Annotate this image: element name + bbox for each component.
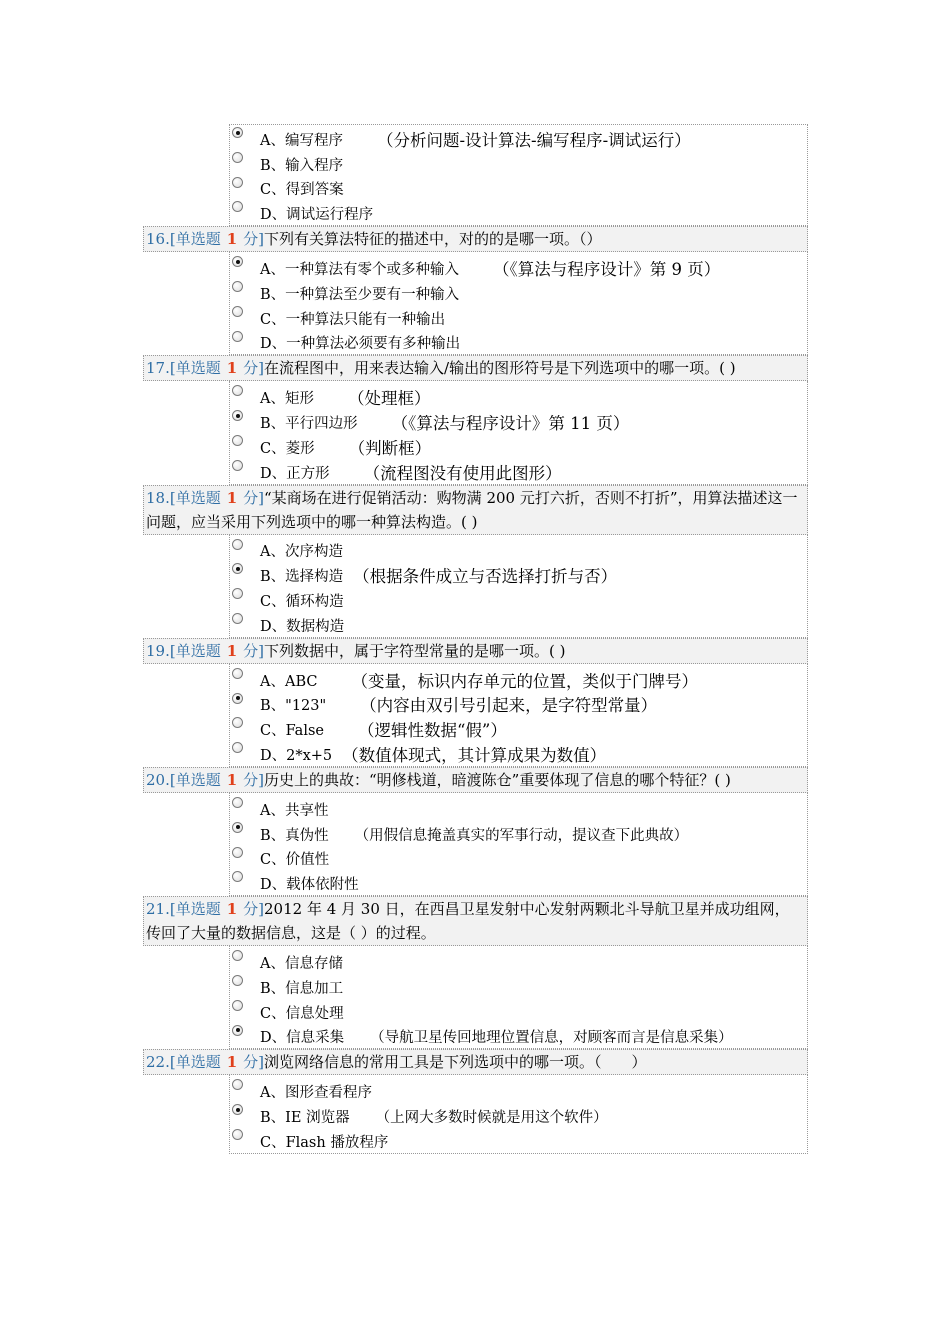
radio-checked-icon[interactable] [232, 1025, 243, 1036]
option-label: A、次序构造 [260, 544, 343, 561]
question-type: [单选题 [169, 1053, 221, 1072]
option-row[interactable] [230, 1077, 807, 1102]
option-row[interactable] [230, 433, 807, 458]
option-row[interactable] [230, 845, 807, 870]
option-row[interactable] [230, 199, 807, 224]
question-header [143, 355, 808, 381]
radio-checked-icon[interactable] [232, 693, 243, 704]
option-row[interactable] [230, 869, 807, 894]
question-text: 历史上的典故：“明修栈道，暗渡陈仓”重要体现了信息的哪个特征？( ) [264, 770, 731, 789]
question-points: 1 [226, 770, 238, 789]
options-list [229, 124, 808, 226]
option-row[interactable] [230, 998, 807, 1023]
option-label: A、共享性 [260, 802, 329, 819]
question-number: 18. [146, 488, 170, 507]
option-label: C、信息处理 [260, 1005, 344, 1022]
radio-checked-icon[interactable] [232, 256, 243, 267]
option-note: （处理框） [347, 389, 431, 409]
radio-unchecked-icon[interactable] [232, 588, 243, 599]
option-row[interactable] [230, 666, 807, 691]
question-type: [单选题 [169, 230, 221, 249]
radio-checked-icon[interactable] [232, 127, 243, 138]
question-number: 21. [146, 900, 170, 919]
radio-unchecked-icon[interactable] [232, 668, 243, 679]
option-row[interactable] [230, 586, 807, 611]
option-row[interactable] [230, 611, 807, 636]
radio-unchecked-icon[interactable] [232, 1079, 243, 1090]
radio-unchecked-icon[interactable] [232, 871, 243, 882]
option-row[interactable] [230, 304, 807, 329]
question-block [143, 355, 808, 484]
option-note: （流程图没有使用此图形） [363, 463, 562, 483]
radio-unchecked-icon[interactable] [232, 1129, 243, 1140]
radio-unchecked-icon[interactable] [232, 950, 243, 961]
radio-unchecked-icon[interactable] [232, 177, 243, 188]
option-row[interactable] [230, 561, 807, 586]
radio-unchecked-icon[interactable] [232, 717, 243, 728]
question-points: 1 [226, 359, 238, 378]
option-note: （判断框） [348, 438, 432, 458]
option-label: A、编写程序 [260, 132, 343, 149]
option-row[interactable] [230, 740, 807, 765]
options-list [229, 1075, 808, 1153]
option-label: B、输入程序 [260, 157, 344, 174]
question-points-unit: 分] [243, 770, 265, 789]
radio-unchecked-icon[interactable] [232, 1000, 243, 1011]
option-row[interactable] [230, 458, 807, 483]
question-header [143, 638, 808, 664]
question-number: 22. [146, 1053, 170, 1072]
question-block [143, 124, 808, 226]
option-row[interactable] [230, 691, 807, 716]
option-label: B、选择构造 [260, 569, 344, 586]
question-number: 19. [146, 641, 170, 660]
question-block [143, 485, 808, 638]
question-points: 1 [226, 1053, 238, 1072]
option-row[interactable] [230, 948, 807, 973]
option-note: （根据条件成立与否选择打折与否） [353, 567, 618, 587]
option-note: （逻辑性数据“假”） [357, 721, 507, 741]
question-type: [单选题 [169, 900, 221, 919]
question-points-unit: 分] [243, 488, 265, 507]
question-points-unit: 分] [243, 359, 265, 378]
question-number: 16. [146, 230, 170, 249]
option-label: A、图形查看程序 [260, 1085, 372, 1102]
option-label: C、得到答案 [260, 182, 344, 199]
option-note: （《算法与程序设计》第 9 页） [492, 259, 721, 279]
radio-unchecked-icon[interactable] [232, 742, 243, 753]
question-points: 1 [226, 230, 238, 249]
option-label: A、ABC [260, 673, 318, 690]
question-points-unit: 分] [243, 900, 265, 919]
question-points: 1 [226, 641, 238, 660]
question-block [143, 1049, 808, 1153]
option-row[interactable] [230, 1127, 807, 1152]
question-type: [单选题 [169, 359, 221, 378]
option-row[interactable] [230, 254, 807, 279]
radio-unchecked-icon[interactable] [232, 331, 243, 342]
radio-unchecked-icon[interactable] [232, 460, 243, 471]
question-type: [单选题 [169, 488, 221, 507]
options-list [229, 252, 808, 355]
option-row[interactable] [230, 1102, 807, 1127]
option-label: B、IE 浏览器 [260, 1109, 350, 1126]
radio-unchecked-icon[interactable] [232, 435, 243, 446]
option-row[interactable] [230, 125, 807, 150]
option-label: B、信息加工 [260, 980, 344, 997]
option-label: C、Flash 播放程序 [260, 1134, 389, 1151]
radio-unchecked-icon[interactable] [232, 152, 243, 163]
option-row[interactable] [230, 279, 807, 304]
option-label: D、正方形 [260, 465, 330, 482]
question-block [143, 638, 808, 767]
option-row[interactable] [230, 537, 807, 562]
radio-unchecked-icon[interactable] [232, 539, 243, 550]
options-list [229, 535, 808, 638]
question-text: 在流程图中，用来表达输入/输出的图形符号是下列选项中的哪一项。( ) [264, 359, 736, 378]
option-label: C、一种算法只能有一种输出 [260, 311, 446, 328]
question-points-unit: 分] [243, 641, 265, 660]
option-label: D、一种算法必须要有多种输出 [260, 336, 461, 353]
option-label: B、一种算法至少要有一种输入 [260, 286, 460, 303]
option-row[interactable] [230, 820, 807, 845]
radio-unchecked-icon[interactable] [232, 201, 243, 212]
option-row[interactable] [230, 973, 807, 998]
options-list [229, 793, 808, 896]
question-text: 浏览网络信息的常用工具是下列选项中的哪一项。（ ） [264, 1053, 647, 1072]
question-points-unit: 分] [243, 230, 265, 249]
option-row[interactable] [230, 408, 807, 433]
option-label: C、菱形 [260, 440, 315, 457]
radio-checked-icon[interactable] [232, 822, 243, 833]
radio-unchecked-icon[interactable] [232, 613, 243, 624]
radio-checked-icon[interactable] [232, 410, 243, 421]
question-header [143, 896, 808, 946]
options-list [229, 664, 808, 767]
option-note: （导航卫星传回地理位置信息，对顾客而言是信息采集） [370, 1030, 733, 1047]
radio-unchecked-icon[interactable] [232, 385, 243, 396]
question-points-unit: 分] [243, 1053, 265, 1072]
option-note: （用假信息掩盖真实的军事行动，提议查下此典故） [354, 827, 689, 844]
radio-checked-icon[interactable] [232, 1104, 243, 1115]
question-type: [单选题 [169, 770, 221, 789]
question-header [143, 485, 808, 535]
question-points: 1 [226, 488, 238, 507]
option-label: B、平行四边形 [260, 415, 358, 432]
option-label: A、信息存储 [260, 955, 343, 972]
radio-checked-icon[interactable] [232, 563, 243, 574]
radio-unchecked-icon[interactable] [232, 281, 243, 292]
quiz-document [143, 124, 808, 1154]
option-row[interactable] [230, 329, 807, 354]
option-row[interactable] [230, 383, 807, 408]
option-row[interactable] [230, 1023, 807, 1048]
option-note: （内容由双引号引起来，是字符型常量） [360, 696, 658, 716]
option-label: A、一种算法有零个或多种输入 [260, 261, 459, 278]
question-header [143, 1049, 808, 1075]
option-note: （变量，标识内存单元的位置，类似于门牌号） [351, 671, 698, 691]
question-text: 下列有关算法特征的描述中，对的的是哪一项。（） [264, 230, 602, 249]
option-label: B、"123" [260, 698, 327, 715]
radio-unchecked-icon[interactable] [232, 306, 243, 317]
question-text: “某商场在进行促销活动：购物满 200 元打六折，否则不打折”，用算法描述这一问题，应当采用下列选项中的哪一种算法构造。( ) [146, 488, 798, 531]
option-label: D、载体依附性 [260, 877, 359, 894]
option-note: （分析问题-设计算法-编写程序-调试运行） [376, 130, 691, 150]
option-label: D、数据构造 [260, 618, 345, 635]
question-number: 17. [146, 359, 170, 378]
question-header [143, 226, 808, 252]
radio-unchecked-icon[interactable] [232, 975, 243, 986]
option-row[interactable] [230, 795, 807, 820]
question-block [143, 226, 808, 355]
option-note: （上网大多数时候就是用这个软件） [375, 1109, 608, 1126]
option-label: C、价值性 [260, 852, 330, 869]
option-label: D、信息采集 [260, 1030, 345, 1047]
question-type: [单选题 [169, 641, 221, 660]
option-label: D、调试运行程序 [260, 207, 374, 224]
question-block [143, 896, 808, 1049]
radio-unchecked-icon[interactable] [232, 847, 243, 858]
option-label: B、真伪性 [260, 827, 329, 844]
radio-unchecked-icon[interactable] [232, 797, 243, 808]
question-text: 2012 年 4 月 30 日，在西昌卫星发射中心发射两颗北斗导航卫星并成功组网，传回了大量的数据信息，这是（ ）的过程。 [146, 900, 790, 943]
options-list [229, 946, 808, 1049]
option-label: D、2*x+5 [260, 747, 333, 764]
question-text: 下列数据中，属于字符型常量的是哪一项。( ) [264, 641, 566, 660]
option-label: C、循环构造 [260, 593, 344, 610]
option-label: A、矩形 [260, 391, 314, 408]
question-number: 20. [146, 770, 170, 789]
question-header [143, 767, 808, 793]
option-note: （《算法与程序设计》第 11 页） [391, 413, 630, 433]
option-label: C、False [260, 723, 324, 740]
option-note: （数值体现式，其计算成果为数值） [342, 745, 607, 765]
options-list [229, 381, 808, 484]
option-row[interactable] [230, 175, 807, 200]
question-block [143, 767, 808, 896]
question-points: 1 [226, 900, 238, 919]
option-row[interactable] [230, 150, 807, 175]
option-row[interactable] [230, 715, 807, 740]
